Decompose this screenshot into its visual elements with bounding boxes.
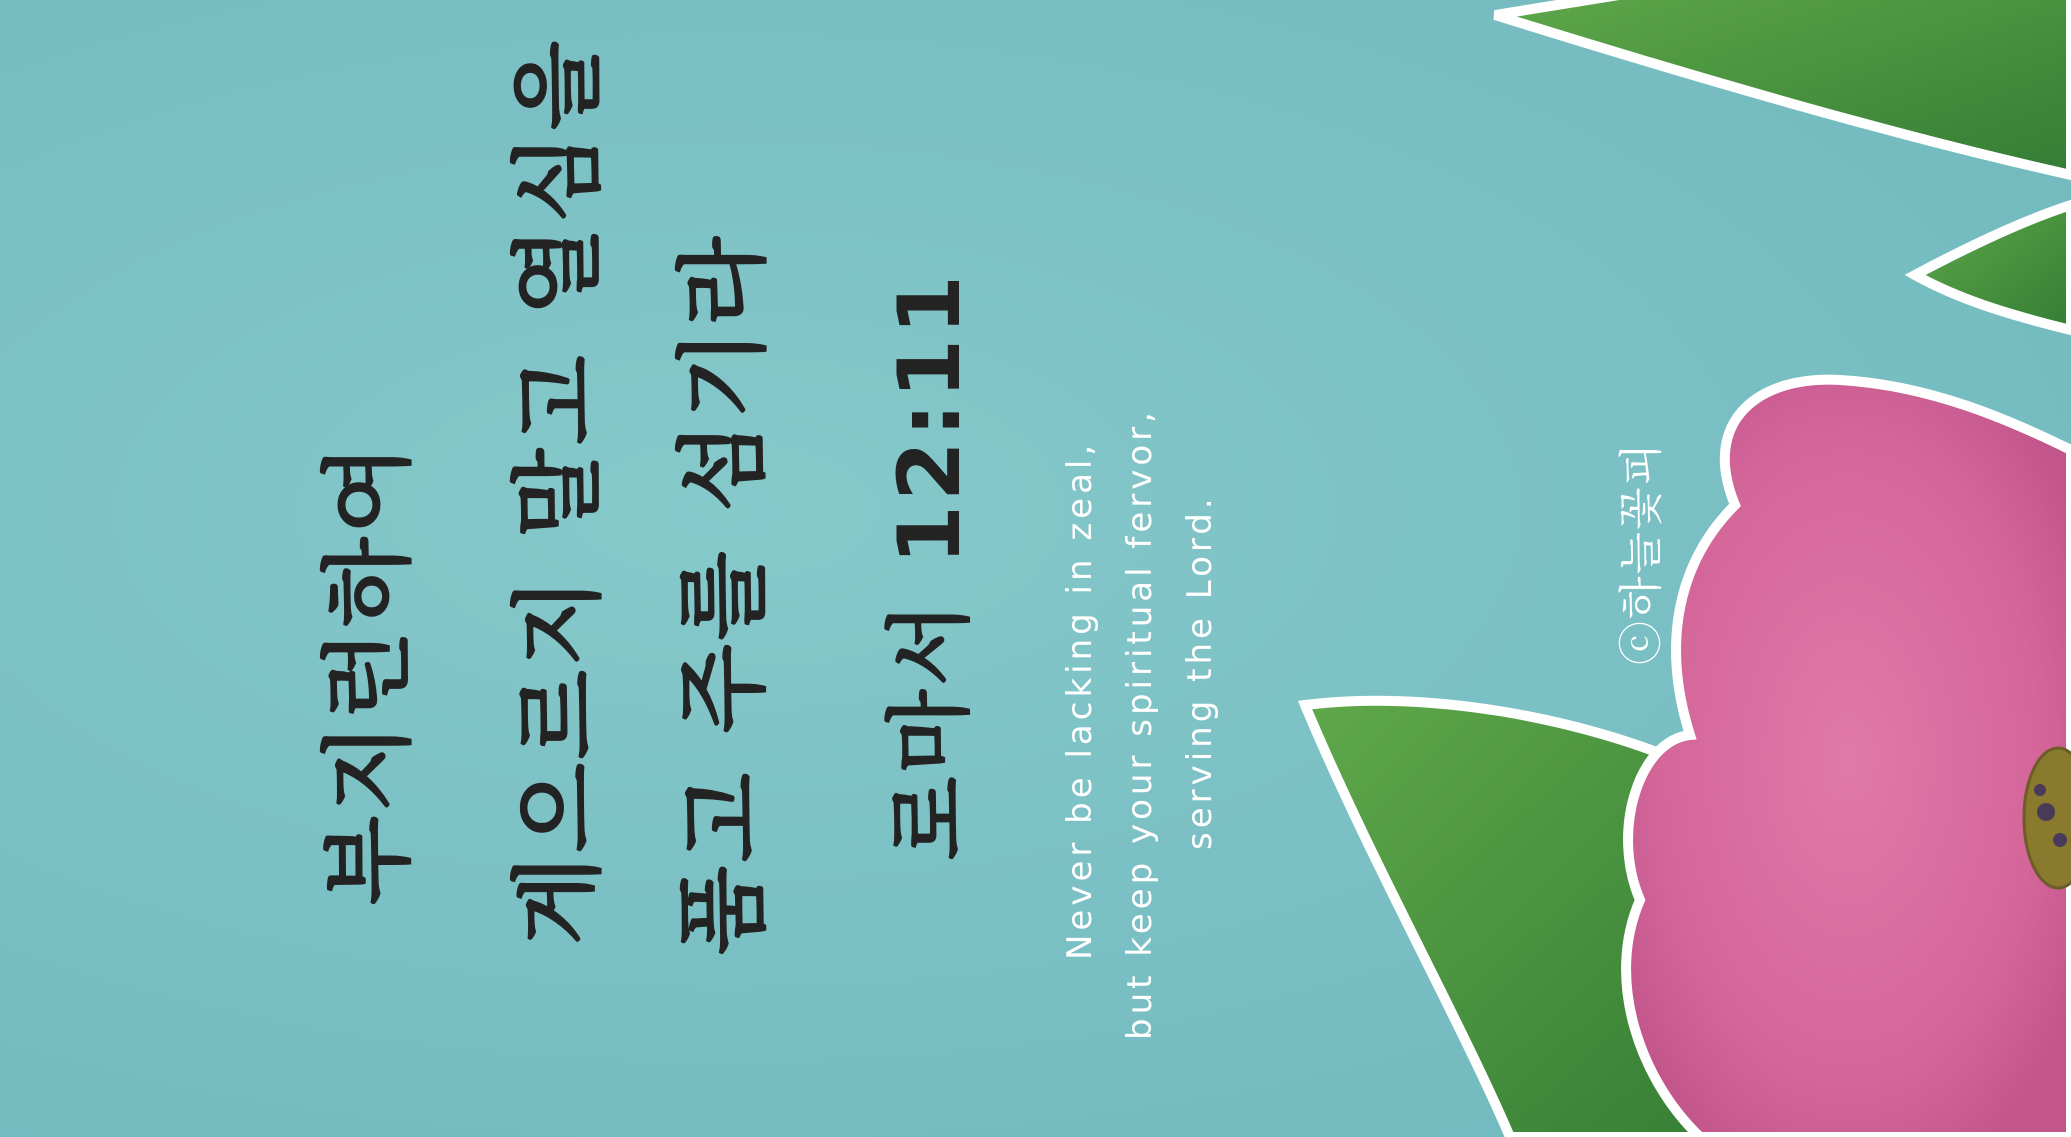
stamen — [2037, 803, 2055, 821]
english-verse-line-2: but keep your spiritual fervor, — [1120, 408, 1160, 1040]
english-verse-line-3: serving the Lord. — [1180, 494, 1220, 850]
korean-verse-line-1: 부지런하여 — [315, 440, 422, 905]
stamen — [2053, 833, 2067, 847]
artist-credit: ⓒ하늘꽃피 — [1616, 440, 1667, 665]
stamen — [2034, 784, 2046, 796]
leaf-right — [1915, 205, 2071, 330]
korean-verse-line-3: 품고 주를 섬기라 — [670, 232, 777, 955]
flower-petals — [1626, 380, 2071, 1137]
english-verse-line-1: Never be lacking in zeal, — [1060, 440, 1100, 960]
korean-verse-reference: 로마서 12:11 — [880, 271, 980, 860]
korean-verse-line-2: 게으르지 말고 열심을 — [505, 37, 612, 945]
leaf-top — [1495, 0, 2071, 175]
